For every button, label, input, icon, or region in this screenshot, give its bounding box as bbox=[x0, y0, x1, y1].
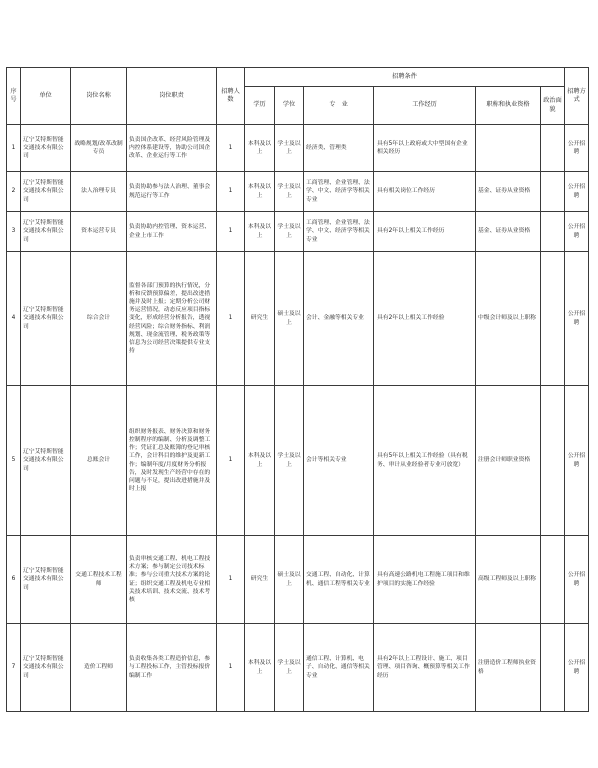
cell-duty: 负责协助参与法人治理、董事会规范运行等工作 bbox=[127, 172, 217, 212]
cell-duty: 负责国企改革、经营风险管理及内控体系建设等，协助公司国企改革、企业运行等工作 bbox=[127, 125, 217, 172]
cell-title bbox=[476, 125, 541, 172]
table-row bbox=[7, 212, 589, 252]
cell-count: 1 bbox=[217, 624, 245, 712]
cell-method: 公开招聘 bbox=[565, 386, 589, 536]
cell-politics bbox=[541, 536, 565, 624]
cell-duty: 负责协助内控管理、资本运营、企业上市工作 bbox=[127, 212, 217, 252]
table-row bbox=[7, 386, 589, 536]
cell-degree: 学士及以上 bbox=[275, 212, 304, 252]
cell-duty: 监督各部门预算的执行情况，分析和反馈预算偏差，提出改进措施并及时上报；定期分析公司财务运营情况，动态反应项目指标变化，形成经营分析报告，透视经营风险；综合财务指标、利润规划、现金流管理、税务政策等信息为公司经营决策提供专业支持 bbox=[127, 252, 217, 386]
table-row bbox=[7, 252, 589, 386]
cell-degree: 学士及以上 bbox=[275, 624, 304, 712]
cell-title: 中级会计师及以上职称 bbox=[476, 252, 541, 386]
cell-index: 4 bbox=[7, 252, 21, 386]
header-index: 序号 bbox=[7, 68, 21, 125]
cell-title: 注册造价工程师执业资格 bbox=[476, 624, 541, 712]
cell-experience: 具有相关岗位工作经历 bbox=[374, 172, 476, 212]
cell-unit: 辽宁艾特斯智能交通技术有限公司 bbox=[21, 125, 71, 172]
cell-politics bbox=[541, 125, 565, 172]
cell-major: 经济类、管理类 bbox=[304, 125, 374, 172]
cell-degree: 学士及以上 bbox=[275, 125, 304, 172]
cell-major: 工商管理、企业管理、法学、中文、经济学等相关专业 bbox=[304, 212, 374, 252]
cell-experience: 具有2年以上相关工作经历 bbox=[374, 212, 476, 252]
cell-method: 公开招聘 bbox=[565, 536, 589, 624]
cell-duty: 组织财务报表、财务决算和财务控制程序的编制、分析及调整工作；凭证汇总及账簿的登记审核工作，会计科目的维护及更新工作；编制年度/月度财务分析报告，及时发现生产经营中存在的问题与不足，提出改进措施并及时上报 bbox=[127, 386, 217, 536]
header-conditions: 招聘条件 bbox=[245, 68, 565, 87]
table-row bbox=[7, 624, 589, 712]
cell-count: 1 bbox=[217, 212, 245, 252]
table-row bbox=[7, 125, 589, 172]
cell-unit: 辽宁艾特斯智能交通技术有限公司 bbox=[21, 172, 71, 212]
cell-title: 基金、证券从业资格 bbox=[476, 212, 541, 252]
cell-count: 1 bbox=[217, 125, 245, 172]
cell-unit: 辽宁艾特斯智能交通技术有限公司 bbox=[21, 536, 71, 624]
cell-title: 注册会计师职业资格 bbox=[476, 386, 541, 536]
cell-index: 2 bbox=[7, 172, 21, 212]
header-politics: 政治面貌 bbox=[541, 87, 565, 125]
cell-duty: 负责审核交通工程、机电工程技术方案；参与制定公司技术标准；参与公司重大技术方案的论证；组织交通工程及机电专业相关技术培训、技术交流、技术考核 bbox=[127, 536, 217, 624]
cell-post: 造价工程师 bbox=[71, 624, 127, 712]
cell-unit: 辽宁艾特斯智能交通技术有限公司 bbox=[21, 212, 71, 252]
header-experience: 工作经历 bbox=[374, 87, 476, 125]
cell-politics bbox=[541, 624, 565, 712]
table-row bbox=[7, 172, 589, 212]
header-duty: 岗位职责 bbox=[127, 68, 217, 125]
cell-experience: 具有2年以上相关工作经验 bbox=[374, 252, 476, 386]
cell-count: 1 bbox=[217, 252, 245, 386]
cell-experience: 具有2年以上工程设计、施工、项目管理、项目咨询、概预算等相关工作经历 bbox=[374, 624, 476, 712]
cell-count: 1 bbox=[217, 386, 245, 536]
table-row bbox=[7, 536, 589, 624]
header-degree: 学位 bbox=[275, 87, 304, 125]
cell-index: 3 bbox=[7, 212, 21, 252]
cell-edu: 研究生 bbox=[245, 252, 275, 386]
cell-politics bbox=[541, 212, 565, 252]
cell-major: 会计、金融等相关专业 bbox=[304, 252, 374, 386]
cell-unit: 辽宁艾特斯智能交通技术有限公司 bbox=[21, 386, 71, 536]
cell-post: 总账会计 bbox=[71, 386, 127, 536]
cell-experience: 具有5年以上政府或大中型国有企业相关经历 bbox=[374, 125, 476, 172]
cell-unit: 辽宁艾特斯智能交通技术有限公司 bbox=[21, 624, 71, 712]
cell-post: 战略规划/改革改制专员 bbox=[71, 125, 127, 172]
cell-major: 会计等相关专业 bbox=[304, 386, 374, 536]
cell-edu: 本科及以上 bbox=[245, 125, 275, 172]
cell-unit: 辽宁艾特斯智能交通技术有限公司 bbox=[21, 252, 71, 386]
cell-post: 法人治理专员 bbox=[71, 172, 127, 212]
cell-title: 基金、证券从业资格 bbox=[476, 172, 541, 212]
header-unit: 单位 bbox=[21, 68, 71, 125]
cell-politics bbox=[541, 252, 565, 386]
cell-method: 公开招聘 bbox=[565, 172, 589, 212]
header-title: 职称和执业资格 bbox=[476, 87, 541, 125]
cell-experience: 具有高速公路机电工程施工项目和维护项目的实施工作经验 bbox=[374, 536, 476, 624]
cell-method: 公开招聘 bbox=[565, 252, 589, 386]
cell-edu: 本科及以上 bbox=[245, 624, 275, 712]
cell-count: 1 bbox=[217, 536, 245, 624]
recruitment-table-sheet bbox=[6, 67, 588, 712]
cell-post: 交通工程技术工程师 bbox=[71, 536, 127, 624]
header-edu: 学历 bbox=[245, 87, 275, 125]
cell-degree: 学士及以上 bbox=[275, 386, 304, 536]
cell-method: 公开招聘 bbox=[565, 125, 589, 172]
cell-count: 1 bbox=[217, 172, 245, 212]
cell-index: 5 bbox=[7, 386, 21, 536]
cell-edu: 研究生 bbox=[245, 536, 275, 624]
cell-method: 公开招聘 bbox=[565, 624, 589, 712]
cell-index: 6 bbox=[7, 536, 21, 624]
header-post-name: 岗位名称 bbox=[71, 68, 127, 125]
cell-edu: 本科及以上 bbox=[245, 172, 275, 212]
cell-edu: 本科及以上 bbox=[245, 386, 275, 536]
cell-politics bbox=[541, 172, 565, 212]
cell-major: 工商管理、企业管理、法学、中文、经济学等相关专业 bbox=[304, 172, 374, 212]
cell-major: 通信工程、计算机、电子、自动化、通信等相关专业 bbox=[304, 624, 374, 712]
cell-index: 7 bbox=[7, 624, 21, 712]
cell-degree: 硕士及以上 bbox=[275, 536, 304, 624]
cell-post: 综合会计 bbox=[71, 252, 127, 386]
cell-method: 公开招聘 bbox=[565, 212, 589, 252]
cell-politics bbox=[541, 386, 565, 536]
cell-experience: 具有5年以上相关工作经验（具有税务、审计从业经验者专业可放宽） bbox=[374, 386, 476, 536]
cell-degree: 学士及以上 bbox=[275, 172, 304, 212]
cell-post: 资本运营专员 bbox=[71, 212, 127, 252]
cell-degree: 硕士及以上 bbox=[275, 252, 304, 386]
cell-major: 交通工程、自动化、计算机、通信工程等相关专业 bbox=[304, 536, 374, 624]
header-major: 专 业 bbox=[304, 87, 374, 125]
cell-title: 高级工程师及以上职称 bbox=[476, 536, 541, 624]
cell-duty: 负责收集各类工程造价信息，参与工程投标工作，主管投标报价编制工作 bbox=[127, 624, 217, 712]
recruitment-table bbox=[6, 67, 589, 712]
header-count: 招聘人数 bbox=[217, 68, 245, 125]
cell-edu: 本科及以上 bbox=[245, 212, 275, 252]
cell-index: 1 bbox=[7, 125, 21, 172]
header-method: 招聘方式 bbox=[565, 68, 589, 125]
